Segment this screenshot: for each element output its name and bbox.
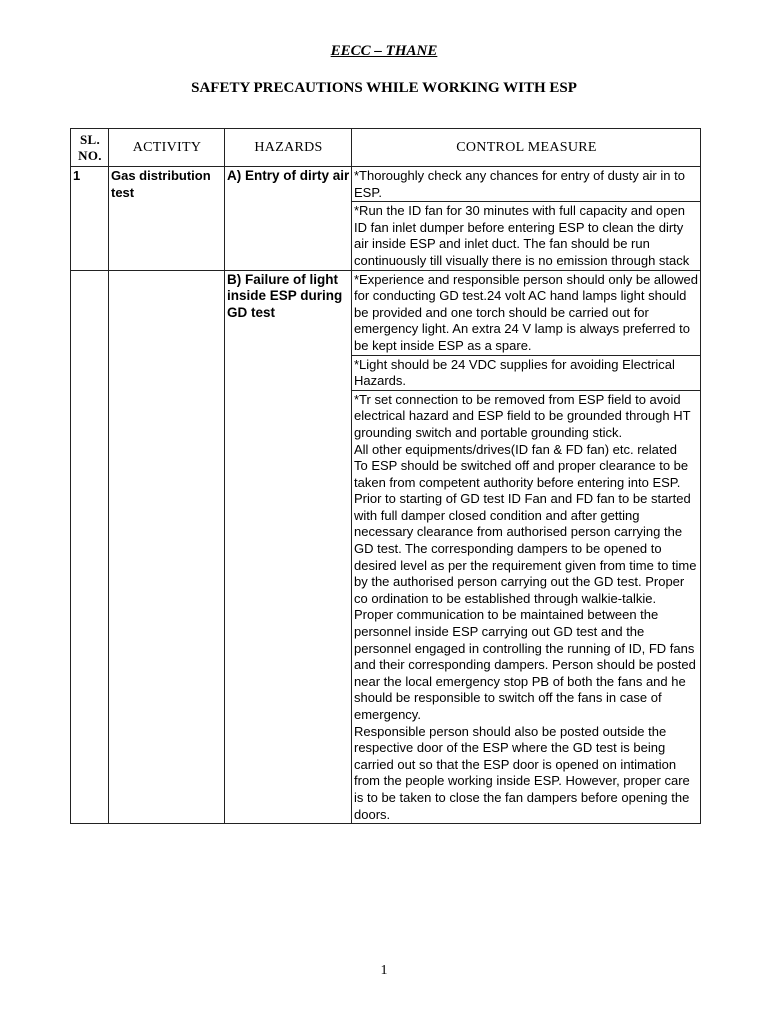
organization-heading: EECC – THANE	[330, 43, 438, 59]
table-row	[71, 167, 701, 202]
control-measure-cell: *Thoroughly check any chances for entry of dusty air in to ESP.	[352, 167, 701, 202]
hazard-cell: B) Failure of light inside ESP during GD test	[225, 270, 352, 824]
control-measure-cell: *Run the ID fan for 30 minutes with full capacity and open ID fan inlet dumper before entering ESP to clean the dirty air inside ESP and inlet duct. The fan should be run continuously till visually there is no emission through stack	[352, 202, 701, 270]
sl-no-cell	[71, 270, 109, 824]
activity-cell	[109, 270, 225, 824]
control-measure-cell: *Experience and responsible person should only be allowed for conducting GD test.24 volt AC hand lamps light should be provided and one torch should be carried out for emergency light. An extra 24 V lamp is always preferred to be kept inside ESP as a spare.	[352, 270, 701, 355]
table-header-row	[71, 129, 701, 167]
column-header-activity: ACTIVITY	[109, 129, 225, 167]
activity-cell: Gas distribution test	[109, 167, 225, 271]
document-title: SAFETY PRECAUTIONS WHILE WORKING WITH ESP	[191, 80, 577, 96]
hazard-cell: A) Entry of dirty air	[225, 167, 352, 271]
column-header-control-measure: CONTROL MEASURE	[352, 129, 701, 167]
table-row	[71, 270, 701, 355]
control-measure-cell: *Light should be 24 VDC supplies for avoiding Electrical Hazards.	[352, 355, 701, 390]
sl-no-cell: 1	[71, 167, 109, 271]
control-measure-cell: *Tr set connection to be removed from ESP field to avoid electrical hazard and ESP field to be grounded through HT grounding switch and portable grounding stick. All other equipments/drives(ID fan & FD fan) etc. related To ESP should be switched off and proper clearance to be taken from competent authority before entering into ESP. Prior to starting of GD test ID Fan and FD fan to be started with full damper closed condition and after getting necessary clearance from authorised person carrying the GD test. The corresponding dampers to be opened to desired level as per the requirement given from time to time by the authorised person carrying out the GD test. Proper co ordination to be established through walkie-talkie. Proper communication to be maintained between the personnel inside ESP carrying out GD test and the personnel engaged in controlling the running of ID, FD fans and their corresponding dampers. Person should be posted near the local emergency stop PB of both the fans and he should be responsible to switch off the fans in case of emergency. Responsible person should also be posted outside the respective door of the ESP where the GD test is being carried out so that the ESP door is opened on intimation from the people working inside ESP. However, proper care is to be taken to close the fan dampers before opening the doors.	[352, 390, 701, 823]
safety-table	[70, 128, 701, 824]
column-header-hazards: HAZARDS	[225, 129, 352, 167]
page-number: 1	[380, 963, 388, 978]
column-header-sl-no: SL. NO.	[71, 129, 109, 167]
